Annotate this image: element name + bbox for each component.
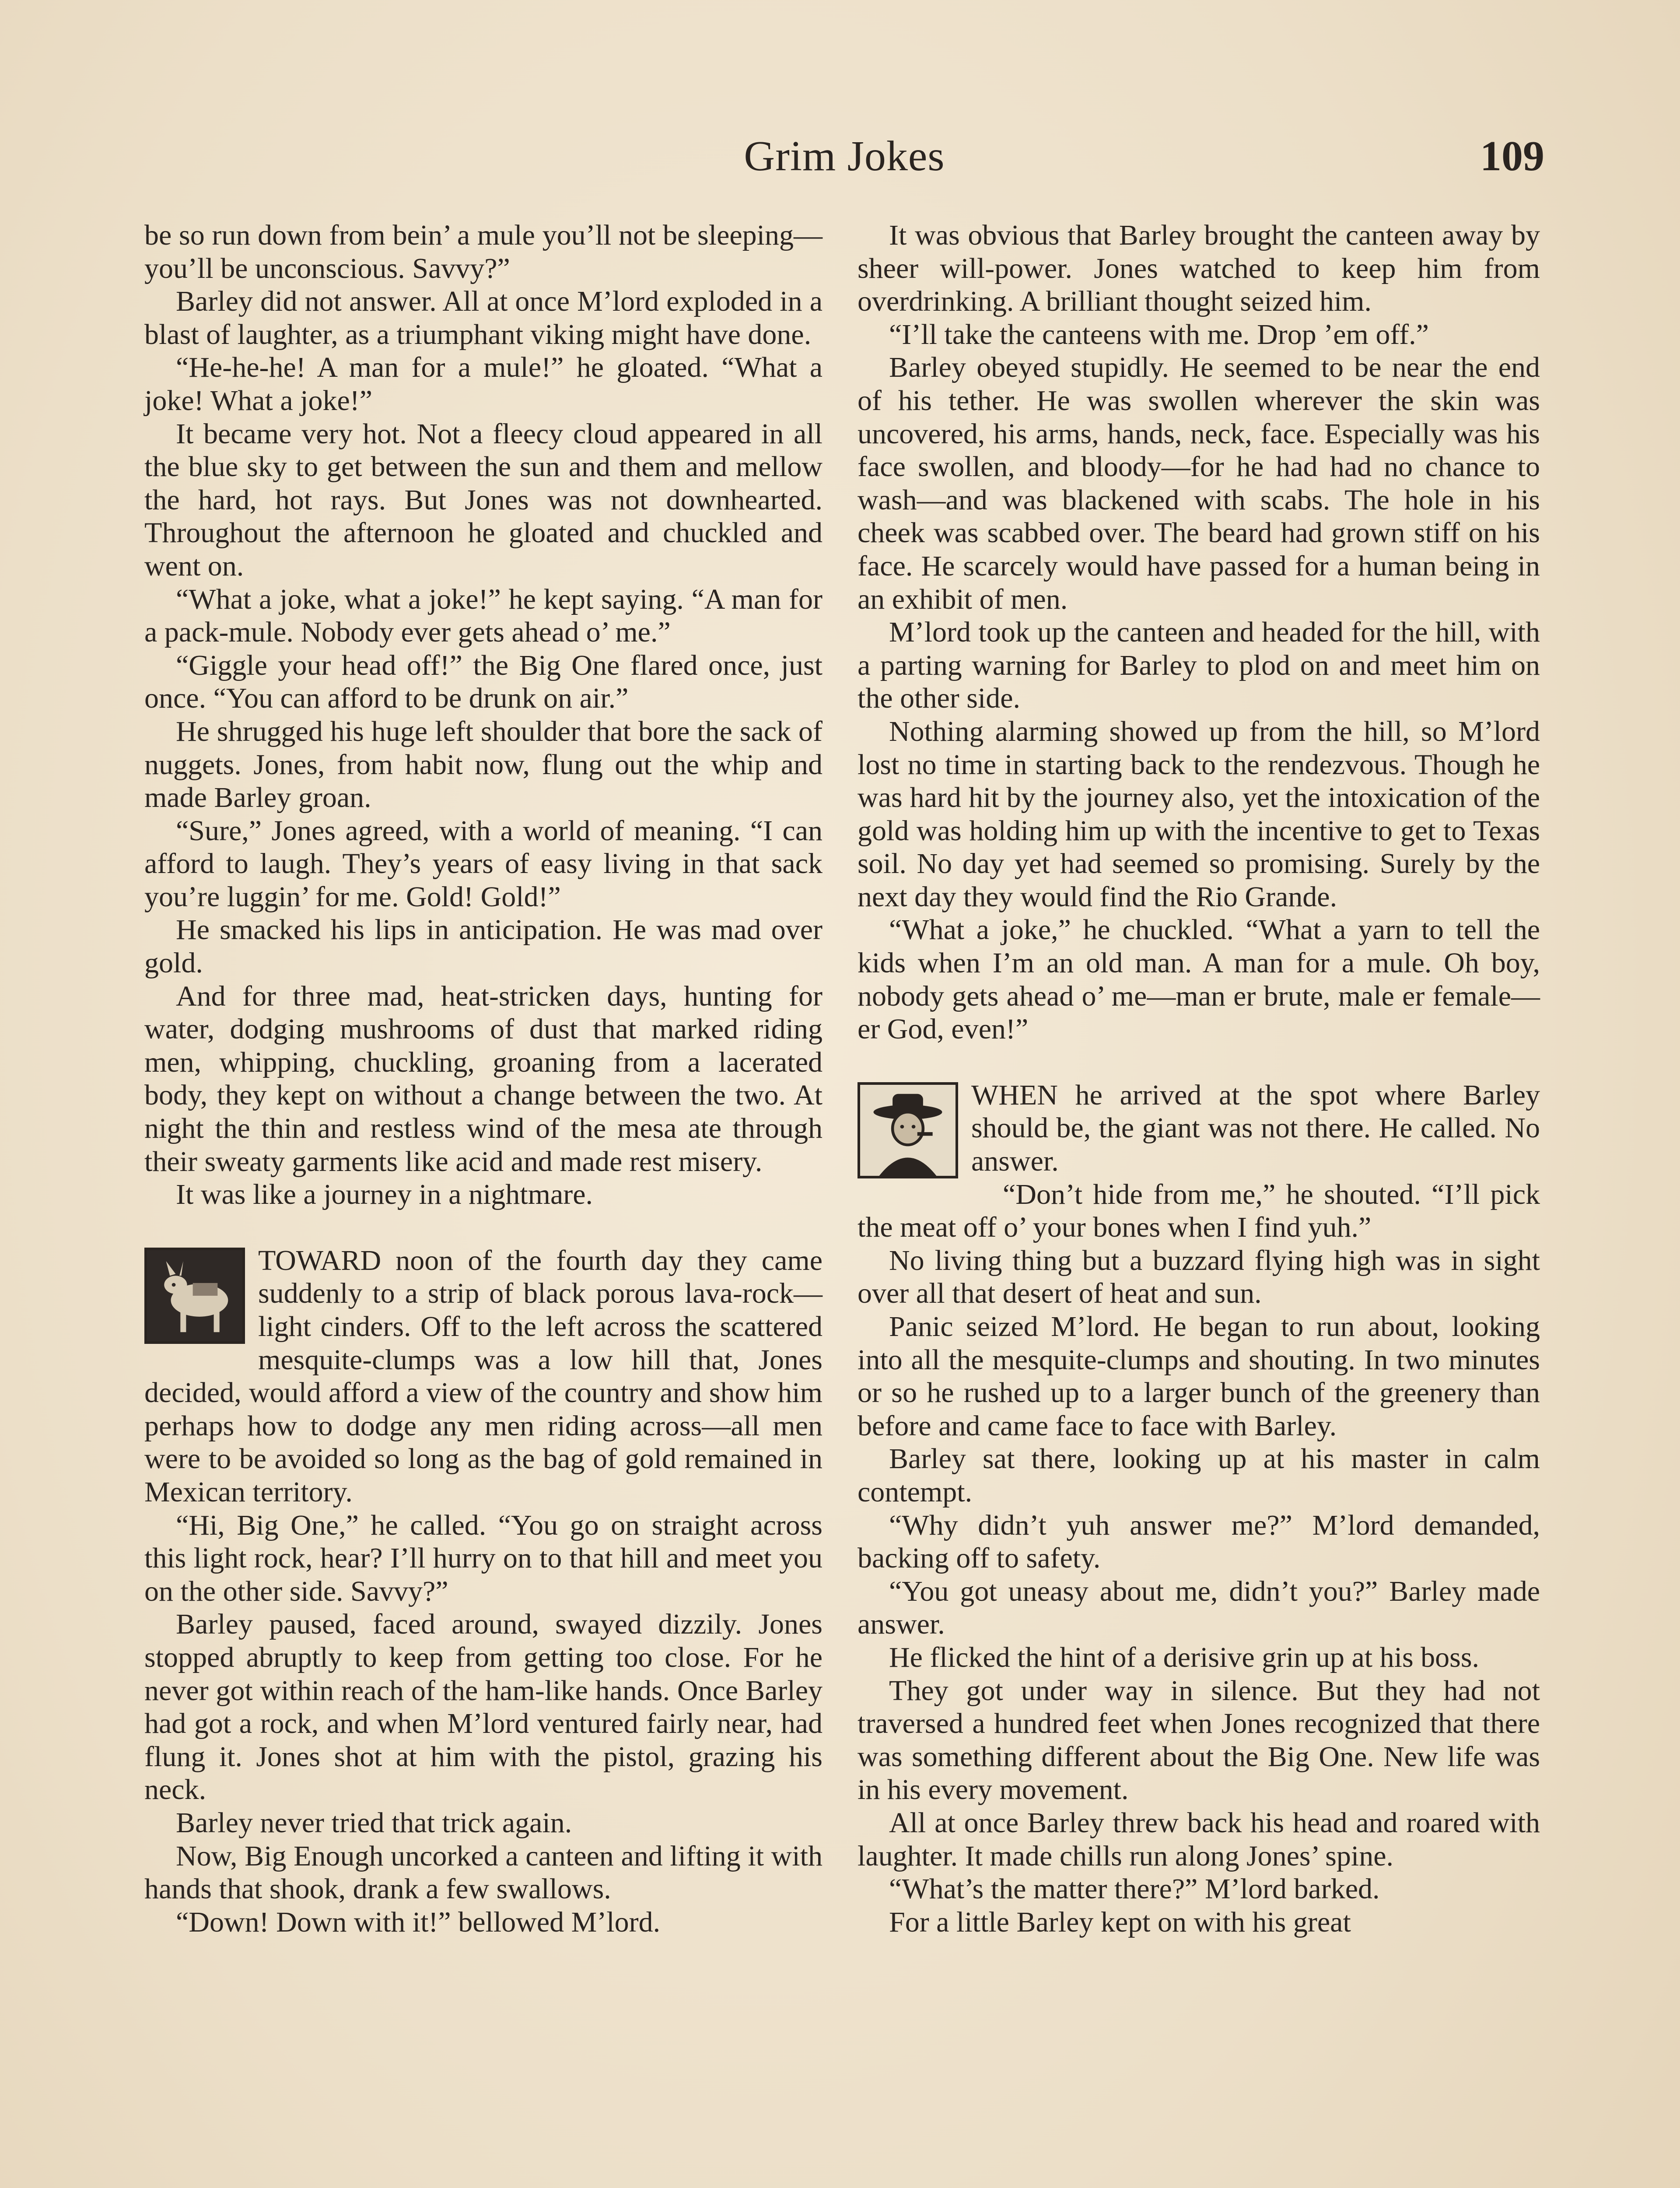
paragraph: “I’ll take the canteens with me. Drop ’em off.”	[889, 318, 1429, 351]
paragraph: Barley paused, faced around, swayed dizzily. Jones stopped abruptly to keep from getting too close. For he never got within reach of the ham-like hands. Once Barley had got a rock, and when M’lord ventured fairly near, had flung it. Jones shot at him with the pistol, grazing his neck.	[144, 1608, 822, 1806]
paragraph: For a little Barley kept on with his great	[889, 1906, 1351, 1938]
paragraph: “Why didn’t yuh answer me?” M’lord demanded, backing off to safety.	[858, 1509, 1540, 1574]
paragraph: It was like a journey in a nightmare.	[176, 1178, 593, 1211]
paragraph: And for three mad, heat-stricken days, hunting for water, dodging mushrooms of dust that marked riding men, whipping, chuckling, groaning from a lacerated body, they kept on without a change between the two. At night the thin and restless wind of the mesa ate through their sweaty garments like acid and made rest misery.	[144, 980, 822, 1178]
section-break	[858, 1079, 1540, 1939]
paragraph: It was obvious that Barley brought the canteen away by sheer will-power. Jones watched to keep him from overdrinking. A brilliant thought seized him.	[858, 219, 1540, 318]
paragraph: “What a joke,” he chuckled. “What a yarn to tell the kids when I’m an old man. A man for a mule. Oh boy, nobody gets ahead o’ me—man er brute, male er female—er God, even!”	[858, 914, 1540, 1045]
paragraph: All at once Barley threw back his head and roared with laughter. It made chills run along Jones’ spine.	[858, 1806, 1540, 1872]
page-number: 109	[1480, 133, 1544, 180]
paragraph: They got under way in silence. But they had not traversed a hundred feet when Jones recognized that there was something different about the Big One. New life was in his every movement.	[858, 1674, 1540, 1806]
paragraph: “He-he-he! A man for a mule!” he gloated. “What a joke! What a joke!”	[144, 351, 822, 417]
mule-pack-illustration-icon	[144, 1248, 245, 1344]
paragraph: Nothing alarming showed up from the hill, so M’lord lost no time in starting back to the rendezvous. Though he was hard hit by the journey also, yet the intoxication of the gold was holding him up with the incentive to get to Texas soil. No day yet had seemed so promising. Surely by the next day they would find the Rio Grande.	[858, 715, 1540, 913]
paragraph: He flicked the hint of a derisive grin up at his boss.	[889, 1641, 1480, 1673]
paragraph: He smacked his lips in anticipation. He was mad over gold.	[144, 914, 822, 979]
cowboy-portrait-illustration-icon	[858, 1082, 958, 1178]
paragraph: be so run down from bein’ a mule you’ll not be sleeping—you’ll be unconscious. Savvy?”	[144, 219, 822, 284]
paragraph: Panic seized M’lord. He began to run about, looking into all the mesquite-clumps and shouting. In two minutes or so he rushed up to a larger bunch of the greenery than before and came face to face with Barley.	[858, 1311, 1540, 1442]
paragraph: “Don’t hide from me,” he shouted. “I’ll pick the meat off o’ your bones when I find yuh.”	[858, 1178, 1540, 1244]
paragraph: “You got uneasy about me, didn’t you?” Barley made answer.	[858, 1575, 1540, 1641]
paragraph: “What a joke, what a joke!” he kept saying. “A man for a pack-mule. Nobody ever gets ahead o’ me.”	[144, 583, 822, 649]
paragraph: “Giggle your head off!” the Big One flared once, just once. “You can afford to be drunk on air.”	[144, 649, 822, 715]
paragraph: It became very hot. Not a fleecy cloud appeared in all the blue sky to get between the sun and them and mellow the hard, hot rays. But Jones was not downhearted. Throughout the afternoon he gloated and chuckled and went on.	[144, 417, 822, 582]
right-column	[858, 219, 1540, 1939]
paragraph: “What’s the matter there?” M’lord barked.	[889, 1873, 1380, 1905]
paragraph: M’lord took up the canteen and headed for the hill, with a parting warning for Barley to plod on and meet him on the other side.	[858, 616, 1540, 715]
paragraph: Barley sat there, looking up at his master in calm contempt.	[858, 1443, 1540, 1508]
paragraph: Barley never tried that trick again.	[176, 1806, 572, 1839]
paragraph: TOWARD noon of the fourth day they came suddenly to a strip of black porous lava-rock—light cinders. Off to the left across the scattered mesquite-clumps was a low hill that, Jones decided, would afford a view of the country and show him perhaps how to dodge any men riding across—all men were to be avoided so long as the bag of gold remained in Mexican territory.	[144, 1244, 822, 1508]
paragraph: “Hi, Big One,” he called. “You go on straight across this light rock, hear? I’ll hurry on to that hill and meet you on the other side. Savvy?”	[144, 1509, 822, 1607]
paragraph: “Down! Down with it!” bellowed M’lord.	[176, 1906, 661, 1938]
page-header	[144, 128, 1544, 185]
running-head: Grim Jokes	[744, 133, 945, 180]
left-column	[144, 219, 822, 1939]
section-break	[144, 1244, 822, 1939]
paragraph: No living thing but a buzzard flying high was in sight over all that desert of heat and sun.	[858, 1244, 1540, 1310]
paragraph: WHEN he arrived at the spot where Barley should be, the giant was not there. He called. No answer.	[971, 1079, 1540, 1178]
paragraph: Now, Big Enough uncorked a canteen and lifting it with hands that shook, drank a few swallows.	[144, 1840, 822, 1905]
paragraph: “Sure,” Jones agreed, with a world of meaning. “I can afford to laugh. They’s years of easy living in that sack you’re luggin’ for me. Gold! Gold!”	[144, 814, 822, 913]
paragraph: He shrugged his huge left shoulder that bore the sack of nuggets. Jones, from habit now, flung out the whip and made Barley groan.	[144, 715, 822, 814]
paragraph: Barley obeyed stupidly. He seemed to be near the end of his tether. He was swollen wherever the skin was uncovered, his arms, hands, neck, face. Especially was his face swollen, and bloody—for he had had no chance to wash—and was blackened with scabs. The hole in his cheek was scabbed over. The beard had grown stiff on his face. He scarcely would have passed for a human being in an exhibit of men.	[858, 351, 1540, 615]
paragraph: Barley did not answer. All at once M’lord exploded in a blast of laughter, as a triumphant viking might have done.	[144, 285, 822, 351]
